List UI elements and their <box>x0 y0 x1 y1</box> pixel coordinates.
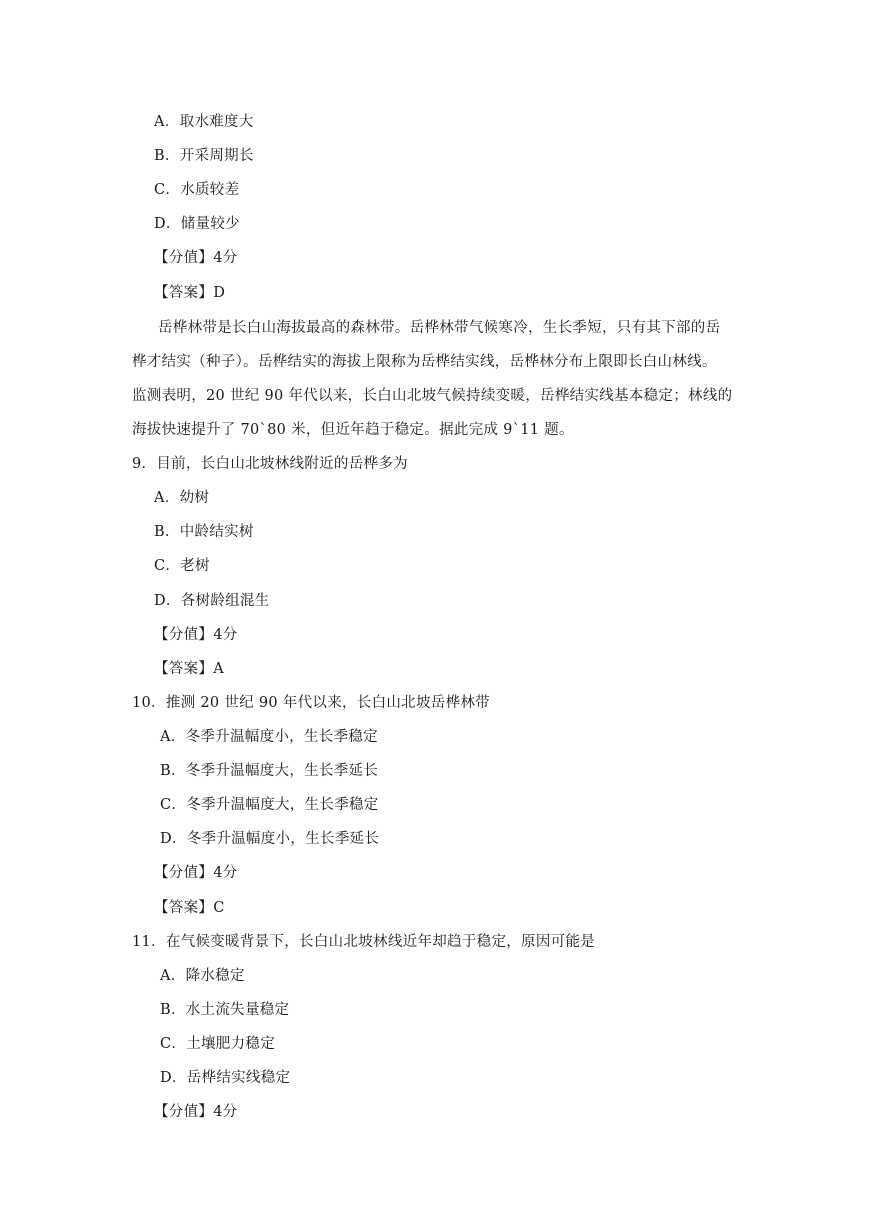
q11-option-b: B．水土流失量稳定 <box>160 1002 290 1018</box>
q10-answer: 【答案】C <box>154 900 225 916</box>
q11-stem: 11．在气候变暖背景下，长白山北坡林线近年却趋于稳定，原因可能是 <box>132 934 596 950</box>
q8-option-a: A．取水难度大 <box>154 114 254 130</box>
q9-option-b: B．中龄结实树 <box>154 524 254 540</box>
q10-option-c: C．冬季升温幅度大，生长季稳定 <box>160 797 379 813</box>
q10-stem: 10．推测 20 世纪 90 年代以来，长白山北坡岳桦林带 <box>132 695 490 711</box>
q8-option-d: D．储量较少 <box>154 216 240 232</box>
q11-score: 【分值】4分 <box>154 1104 238 1120</box>
q9-score: 【分值】4分 <box>154 627 238 643</box>
q11-option-c: C．土壤肥力稳定 <box>160 1036 275 1052</box>
q10-score: 【分值】4分 <box>154 865 238 881</box>
q8-option-c: C．水质较差 <box>154 182 240 198</box>
q10-option-d: D．冬季升温幅度小，生长季延长 <box>160 831 380 847</box>
q9-option-d: D．各树龄组混生 <box>154 593 270 609</box>
passage-line-2: 桦才结实（种子）。岳桦结实的海拔上限称为岳桦结实线，岳桦林分布上限即长白山林线。 <box>132 354 717 370</box>
q8-option-b: B．开采周期长 <box>154 148 254 164</box>
q11-option-d: D．岳桦结实线稳定 <box>160 1070 291 1086</box>
passage-line-3: 监测表明，20 世纪 90 年代以来，长白山北坡气候持续变暖，岳桦结实线基本稳定；林线的 <box>132 388 733 404</box>
passage-line-1: 岳桦林带是长白山海拔最高的森林带。岳桦林带气候寒冷，生长季短，只有其下部的岳 <box>158 320 721 336</box>
q9-answer: 【答案】A <box>154 661 224 677</box>
q9-option-a: A．幼树 <box>154 490 210 506</box>
passage-line-4: 海拔快速提升了 70`80 米，但近年趋于稳定。据此完成 9`11 题。 <box>132 422 574 438</box>
q11-option-a: A．降水稳定 <box>160 968 245 984</box>
q9-stem: 9．目前，长白山北坡林线附近的岳桦多为 <box>132 456 408 472</box>
q8-answer: 【答案】D <box>154 285 226 301</box>
q8-score: 【分值】4分 <box>154 250 238 266</box>
q10-option-b: B．冬季升温幅度大，生长季延长 <box>160 763 379 779</box>
q9-option-c: C．老树 <box>154 558 210 574</box>
q10-option-a: A．冬季升温幅度小，生长季稳定 <box>160 729 378 745</box>
